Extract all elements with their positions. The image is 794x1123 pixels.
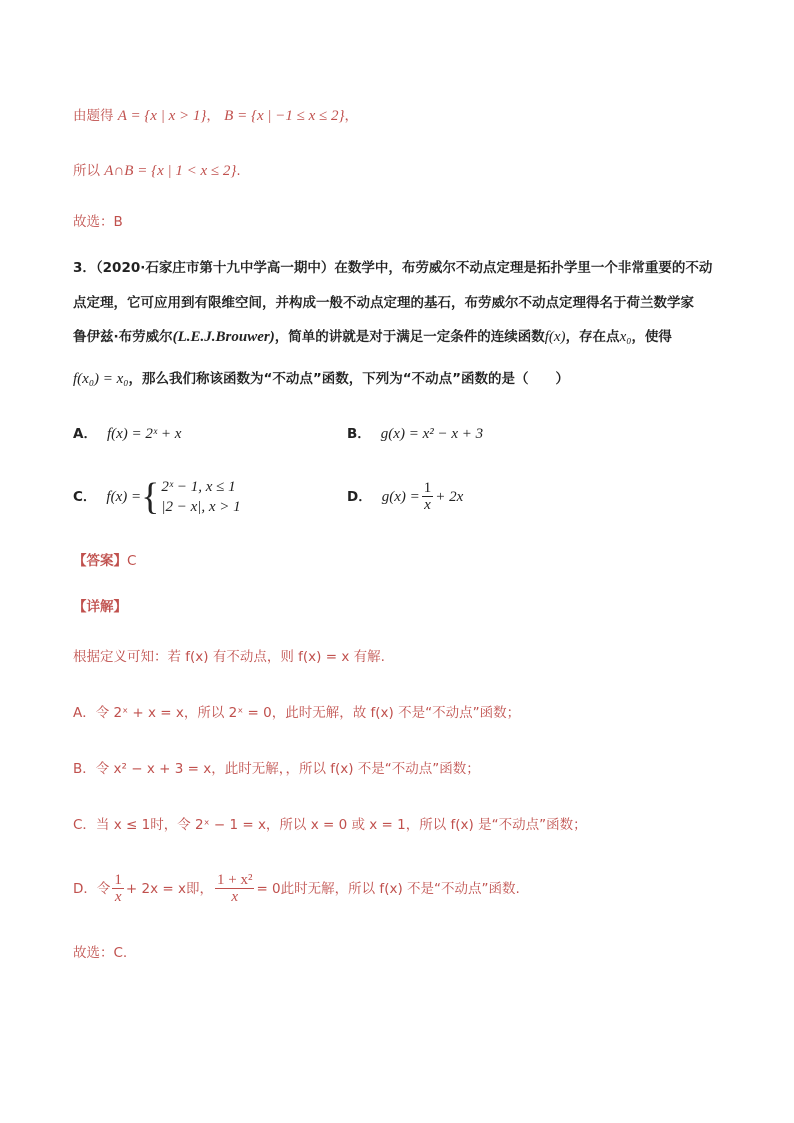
question-text-3d: ，使得 (631, 329, 672, 345)
option-b-expr: g(x) = x² − x + 3 (380, 426, 484, 442)
option-c-lhs: f(x) = (106, 489, 142, 505)
option-d[interactable] (347, 480, 463, 513)
option-b[interactable] (347, 423, 483, 445)
detail-d-frac-1 (112, 872, 124, 905)
question-line-4 (73, 368, 569, 390)
option-d-fraction (422, 480, 434, 513)
option-c-cases (161, 477, 240, 517)
question-source: （2020·石家庄市第十九中学高一期中） (95, 260, 335, 276)
detail-d-frac-2 (215, 872, 254, 905)
question-text-3c: ，存在点 (565, 329, 620, 345)
option-d-frac-den: x (424, 497, 431, 513)
option-d-frac-num: 1 (423, 480, 432, 496)
detail-d-prefix: D．令 (73, 880, 111, 897)
question-text-1: 在数学中，布劳威尔不动点定理是拓扑学里一个非常重要的不动 (334, 260, 713, 276)
detail-intro: 根据定义可知：若 f(x) 有不动点，则 f(x) = x 有解. (73, 649, 385, 665)
option-c-case-2: |2 − x|, x > 1 (161, 499, 241, 515)
detail-d-frac1-num: 1 (114, 872, 122, 888)
detail-a: A．令 2ˣ + x = x，所以 2ˣ = 0，此时无解，故 f(x) 不是“不动点”函数； (73, 705, 521, 721)
question-line-3 (73, 326, 672, 348)
so-prefix: 所以 (73, 163, 100, 179)
detail-b: B．令 x² − x + 3 = x，此时无解，，所以 f(x) 不是“不动点”函数； (73, 761, 480, 777)
brouwer-name-cn: 鲁伊兹·布劳威尔 (73, 329, 173, 345)
intersection-expr: A∩B = {x | 1 < x ≤ 2} (104, 163, 237, 179)
answer-value: C (127, 553, 137, 569)
detail-d-frac1-den: x (114, 889, 122, 905)
set-a: A = {x | x > 1} (117, 108, 207, 124)
detail-d-mid: + 2x = x即， (125, 880, 213, 897)
detail-d-frac2-den: x (231, 889, 239, 905)
prev-choose: 故选：B (73, 214, 123, 230)
question-text-3: ，简单的讲就是对于满足一定条件的连续函数 (274, 329, 545, 345)
option-d-rest: + 2x (435, 488, 464, 505)
detail-d-frac2-num: 1 + x² (216, 872, 253, 888)
answer-line (73, 550, 136, 572)
option-c[interactable] (73, 477, 241, 517)
detail-c: C．当 x ≤ 1时，令 2ˣ − 1 = x，所以 x = 0 或 x = 1，所以 f(x) 是“不动点”函数； (73, 817, 587, 833)
given-prefix: 由题得 (73, 108, 114, 124)
question-number: 3． (73, 260, 96, 276)
set-b: B = {x | −1 ≤ x ≤ 2} (224, 108, 345, 124)
option-a[interactable] (73, 423, 181, 445)
option-d-lhs: g(x) = (381, 488, 420, 505)
option-d-label: D． (347, 488, 372, 505)
option-a-expr: f(x) = 2ˣ + x (106, 426, 182, 442)
option-c-case-1: 2ˣ − 1, x ≤ 1 (161, 479, 236, 495)
option-a-label: A． (73, 426, 97, 442)
detail-d-suffix: = 0此时无解，所以 f(x) 不是“不动点”函数. (256, 880, 520, 897)
question-text-4: ，那么我们称该函数为“不动点”函数，下列为“不动点”函数的是（ ） (128, 371, 570, 387)
detail-tag: 【详解】 (73, 599, 127, 615)
detail-d (73, 872, 520, 905)
brace-icon: { (141, 476, 160, 518)
answer-tag: 【答案】 (73, 553, 127, 569)
option-c-label: C． (73, 489, 97, 505)
fixed-point-eq: f(x₀) = x₀ (73, 371, 129, 387)
detail-choose: 故选：C. (73, 945, 128, 961)
x0-expr: x₀ (619, 329, 632, 345)
intersection-line: 所以 A∩B = {x | 1 < x ≤ 2}. (73, 163, 241, 179)
question-line-2: 点定理，它可应用到有限维空间，并构成一般不动点定理的基石，布劳威尔不动点定理得名于荷兰数学家 (73, 295, 694, 311)
question-line-1 (73, 257, 712, 279)
brouwer-name-en: (L.E.J.Brouwer) (172, 329, 275, 345)
fx-expr: f(x) (544, 329, 566, 345)
option-b-label: B． (347, 426, 371, 442)
given-sets-line: 由题得 A = {x | x > 1}， B = {x | −1 ≤ x ≤ 2}， (73, 108, 358, 124)
